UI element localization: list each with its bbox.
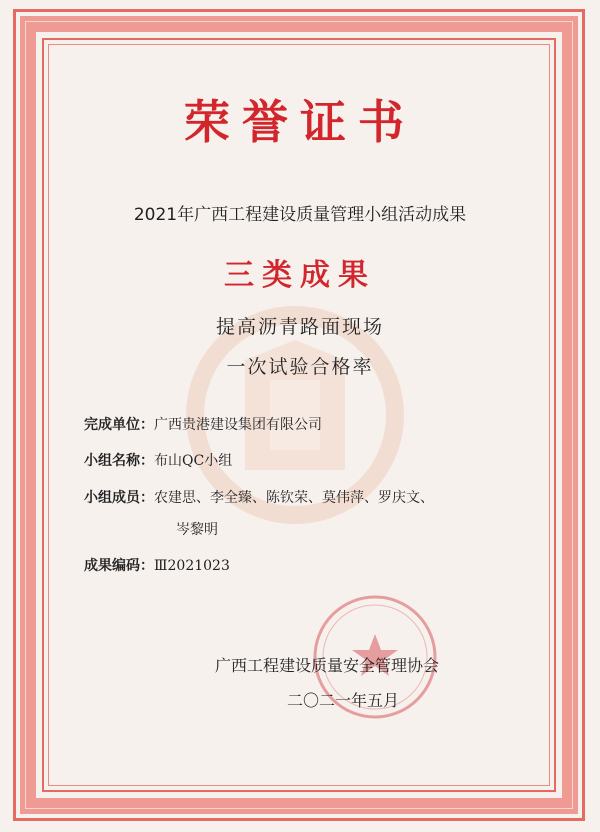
award-level: 三类成果	[224, 258, 376, 293]
field-unit	[84, 414, 322, 434]
field-members	[84, 487, 434, 507]
certificate-subtitle: 2021年广西工程建设质量管理小组活动成果	[133, 205, 467, 225]
certificate-title: 荣誉证书	[184, 95, 416, 149]
field-unit-label: 完成单位：	[84, 417, 154, 433]
project-title-line2: 一次试验合格率	[226, 356, 374, 378]
field-members-label: 小组成员：	[84, 490, 154, 506]
field-members-value-line2: 岑黎明	[176, 522, 218, 538]
field-code	[84, 555, 230, 575]
field-unit-value: 广西贵港建设集团有限公司	[154, 417, 322, 433]
field-group-label: 小组名称：	[84, 453, 154, 469]
field-group-value: 布山QC小组	[154, 453, 233, 469]
field-code-value: Ⅲ2021023	[154, 558, 230, 574]
field-members-value-line1: 农建思、李全臻、陈钦荣、莫伟萍、罗庆文、	[154, 490, 434, 506]
issuer-name: 广西工程建设质量安全管理协会	[215, 656, 440, 675]
project-title-line1: 提高沥青路面现场	[215, 316, 384, 338]
issue-date: 二〇二一年五月	[287, 691, 400, 710]
field-code-label: 成果编码：	[84, 558, 154, 574]
field-group	[84, 450, 232, 470]
